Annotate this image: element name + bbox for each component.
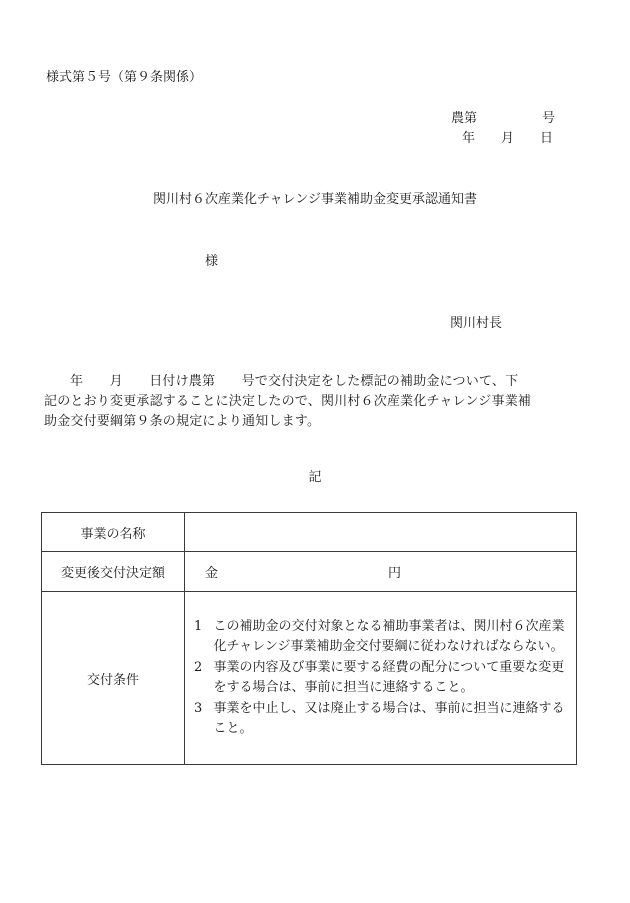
body-line: 年 月 日付け農第 号で交付決定をした標記の補助金について、下 [70,374,519,389]
label-conditions: 交付条件 [42,592,185,765]
table-row [42,592,577,765]
condition-item [194,699,569,739]
amount-suffix: 円 [388,566,402,581]
label-project-name: 事業の名称 [42,513,185,552]
condition-number: 2 [194,659,203,675]
document-number: 農第 号 [451,111,556,126]
body-paragraph [44,372,580,432]
condition-text: 事業を中止し、又は廃止する場合は、事前に担当に連絡すること。 [213,700,565,736]
ki-heading: 記 [308,470,322,485]
table-row [42,513,577,552]
value-conditions [185,592,577,765]
condition-text: この補助金の交付対象となる補助事業者は、関川村６次産業化チャレンジ事業補助金交付要綱に従わなければならない。 [213,618,565,654]
conditions-list [186,617,575,739]
condition-text: 事業の内容及び事業に要する経費の配分について重要な変更をする場合は、事前に担当に連絡すること。 [213,659,565,695]
condition-item [194,658,569,698]
document-title: 関川村６次産業化チャレンジ事業補助金変更承認通知書 [153,192,477,207]
label-amount: 変更後交付決定額 [42,552,185,592]
value-project-name [185,513,577,552]
condition-number: 3 [194,700,203,716]
document-date: 年 月 日 [462,131,554,146]
condition-number: 1 [194,618,203,634]
table-row [42,552,577,592]
addressee-honorific: 様 [205,254,219,269]
details-table [41,512,577,765]
form-number: 様式第５号（第９条関係） [46,70,203,85]
condition-item [194,617,569,657]
body-line: 助金交付要綱第９条の規定により通知します。 [44,414,321,429]
amount-prefix: 金 [205,566,219,581]
body-line: 記のとおり変更承認することに決定したので、関川村６次産業化チャレンジ事業補 [44,394,532,409]
issuer: 関川村長 [450,316,503,331]
value-amount [185,552,577,592]
